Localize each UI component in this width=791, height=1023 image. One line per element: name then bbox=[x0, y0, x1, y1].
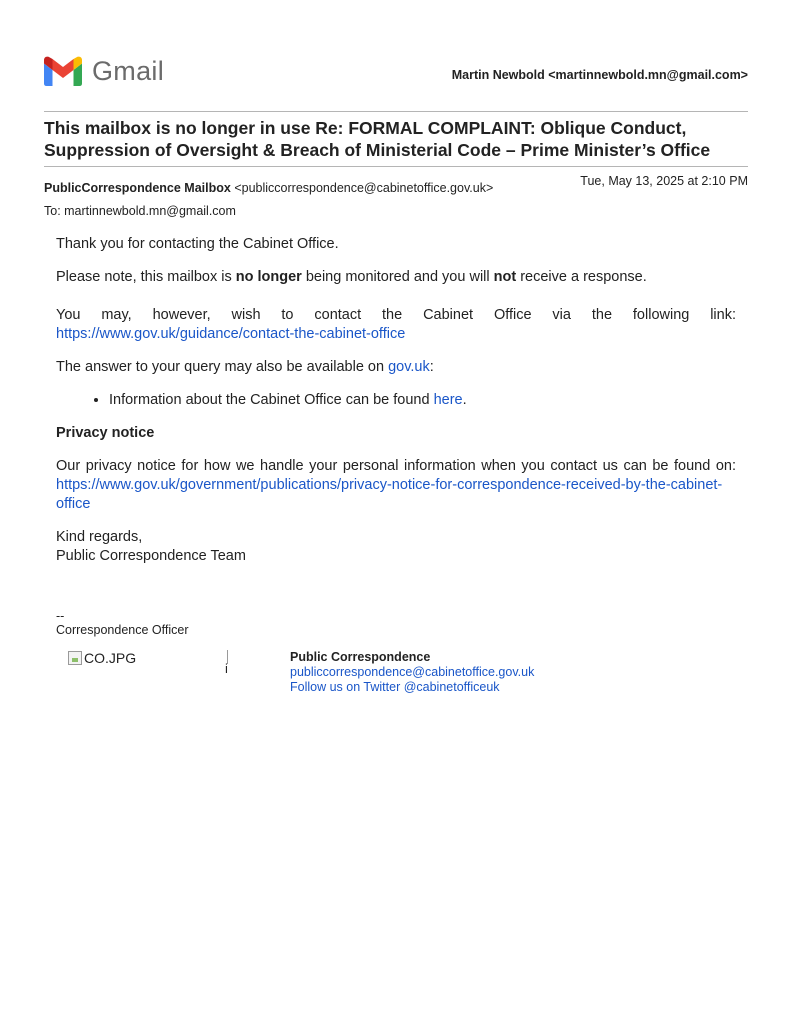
signature-divider bbox=[225, 650, 231, 680]
thanks-paragraph: Thank you for contacting the Cabinet Office. bbox=[56, 236, 339, 252]
notice-text: being monitored and you will bbox=[301, 269, 494, 285]
message-body bbox=[56, 235, 736, 566]
notice-text: receive a response. bbox=[516, 269, 647, 285]
sender-name: PublicCorrespondence Mailbox bbox=[44, 181, 231, 195]
message-date: Tue, May 13, 2025 at 2:10 PM bbox=[580, 174, 748, 188]
privacy-heading: Privacy notice bbox=[56, 425, 155, 441]
sender-email: <publiccorrespondence@cabinetoffice.gov.uk> bbox=[234, 181, 494, 195]
twitter-link[interactable]: Follow us on Twitter @cabinetofficeuk bbox=[290, 680, 500, 694]
header-divider bbox=[44, 111, 748, 112]
notice-text: Please note, this mailbox is bbox=[56, 269, 236, 285]
privacy-notice-link[interactable]: https://www.gov.uk/government/publications/privacy-notice-for-correspondence-received-by-the-cabinet-office bbox=[56, 477, 723, 512]
account-identity: Martin Newbold <martinnewbold.mn@gmail.com> bbox=[451, 68, 748, 82]
signature-separator: -- bbox=[56, 609, 65, 623]
signature-contact bbox=[290, 650, 534, 695]
signature-email-link[interactable]: publiccorrespondence@cabinetoffice.gov.uk bbox=[290, 665, 535, 679]
gmail-wordmark: Gmail bbox=[92, 55, 165, 86]
notice-paragraph bbox=[56, 268, 736, 287]
thread-subject: This mailbox is no longer in use Re: FORMAL COMPLAINT: Oblique Conduct, Suppression of Oversight & Breach of Ministerial Code – Prime Minister’s Office bbox=[44, 118, 711, 160]
team-line: Public Correspondence Team bbox=[56, 548, 246, 564]
notice-emphasis-no-longer: no longer bbox=[235, 269, 302, 285]
gmail-logo bbox=[44, 56, 164, 86]
contact-paragraph bbox=[56, 306, 736, 344]
query-paragraph bbox=[56, 358, 736, 377]
gmail-m-icon bbox=[44, 56, 82, 86]
bullet-text: Information about the Cabinet Office can be found bbox=[109, 392, 434, 408]
subject-divider bbox=[44, 166, 748, 167]
contact-text: You may, however, wish to contact the Cabinet Office via the following link: bbox=[56, 307, 736, 323]
privacy-paragraph bbox=[56, 457, 736, 514]
contact-cabinet-office-link[interactable]: https://www.gov.uk/guidance/contact-the-cabinet-office bbox=[56, 326, 406, 342]
image-alt-text: CO.JPG bbox=[84, 650, 137, 666]
broken-image-icon bbox=[68, 651, 82, 665]
privacy-text: Our privacy notice for how we handle your personal information when you contact us can be found on: bbox=[56, 458, 736, 474]
print-header bbox=[44, 56, 748, 90]
here-link[interactable]: here bbox=[433, 392, 463, 408]
signature-block bbox=[68, 650, 568, 700]
divider-glyph: i bbox=[225, 661, 228, 676]
query-text: The answer to your query may also be available on bbox=[56, 359, 389, 375]
sender-line bbox=[44, 181, 493, 195]
signature-name: Public Correspondence bbox=[290, 650, 431, 664]
list-item bbox=[109, 391, 736, 410]
regards-line: Kind regards, bbox=[56, 529, 143, 545]
query-text-end: : bbox=[429, 359, 434, 375]
signature-text bbox=[56, 609, 188, 637]
gov-uk-link[interactable]: gov.uk bbox=[388, 359, 430, 375]
bullet-text-end: . bbox=[462, 392, 467, 408]
signature-logo-image bbox=[68, 650, 136, 666]
notice-emphasis-not: not bbox=[493, 269, 517, 285]
signature-role: Correspondence Officer bbox=[56, 623, 189, 637]
info-list bbox=[56, 391, 736, 410]
recipient-line: To: martinnewbold.mn@gmail.com bbox=[44, 204, 236, 218]
